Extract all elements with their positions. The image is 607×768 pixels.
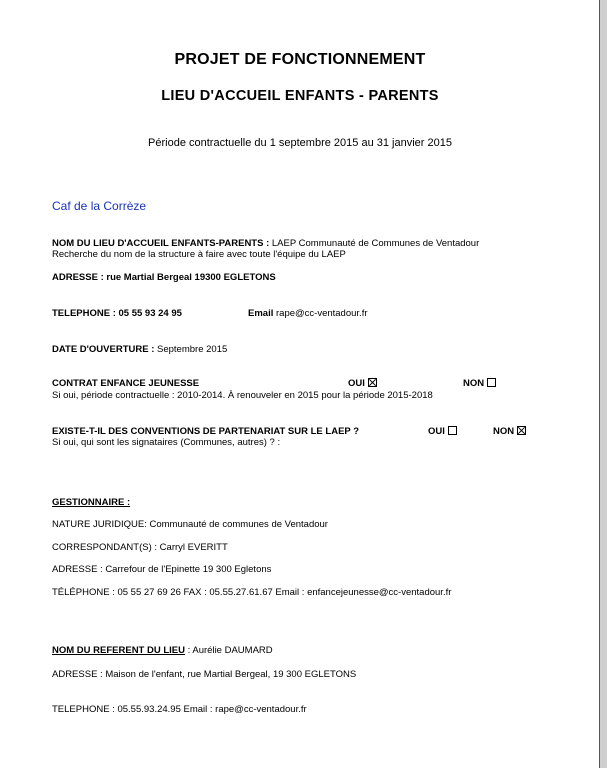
gestionnaire-telephone: TÉLÉPHONE : 05 55 27 69 26 FAX : 05.55.27.61.67 Email : enfancejeunesse@cc-ventadour.fr	[52, 587, 452, 598]
document-subtitle: LIEU D'ACCUEIL ENFANTS - PARENTS	[161, 88, 439, 104]
opening-date-line	[52, 344, 227, 355]
contract-oui-checkbox[interactable]	[368, 378, 377, 387]
lieu-email-line	[248, 308, 368, 319]
referent-line	[52, 645, 273, 656]
lieu-name-line	[52, 238, 479, 249]
contract-period: Période contractuelle du 1 septembre 2015 au 31 janvier 2015	[148, 137, 452, 149]
contract-oui-label: OUI	[348, 378, 365, 389]
conventions-oui-label: OUI	[428, 426, 445, 437]
referent-label: NOM DU REFERENT DU LIEU	[52, 645, 185, 656]
referent-value: : Aurélie DAUMARD	[185, 645, 273, 656]
lieu-address: ADRESSE : rue Martial Bergeal 19300 EGLETONS	[52, 272, 276, 283]
document-title: PROJET DE FONCTIONNEMENT	[174, 51, 426, 68]
contract-oui	[348, 378, 377, 389]
conventions-oui	[428, 426, 457, 437]
conventions-oui-checkbox[interactable]	[448, 426, 457, 435]
contract-non-label: NON	[463, 378, 485, 389]
contract-non	[463, 378, 496, 389]
opening-date-label: DATE D'OUVERTURE :	[52, 344, 155, 355]
referent-address: ADRESSE : Maison de l'enfant, rue Martial Bergeal, 19 300 EGLETONS	[52, 669, 357, 680]
lieu-telephone: TELEPHONE : 05 55 93 24 95	[52, 308, 182, 319]
gestionnaire-heading: GESTIONNAIRE :	[52, 497, 131, 508]
conventions-non	[493, 426, 526, 437]
gestionnaire-correspondant: CORRESPONDANT(S) : Carryl EVERITT	[52, 542, 228, 553]
lieu-email-label: Email	[248, 308, 274, 319]
conventions-non-label: NON	[493, 426, 515, 437]
caf-name: Caf de la Corrèze	[52, 199, 147, 213]
conventions-note: Si oui, qui sont les signataires (Communes, autres) ? :	[52, 437, 281, 448]
opening-date-value: Septembre 2015	[154, 344, 228, 355]
lieu-name-value: LAEP Communauté de Communes de Ventadour	[269, 238, 480, 249]
conventions-label: EXISTE-T-IL DES CONVENTIONS DE PARTENARIAT SUR LE LAEP ?	[52, 426, 360, 437]
contract-non-checkbox[interactable]	[487, 378, 496, 387]
gestionnaire-address: ADRESSE : Carrefour de l'Epinette 19 300 Egletons	[52, 564, 272, 575]
page-margin	[600, 0, 607, 768]
contract-note: Si oui, période contractuelle : 2010-2014. À renouveler en 2015 pour la période 2015-2018	[52, 390, 433, 401]
conventions-non-checkbox[interactable]	[517, 426, 526, 435]
referent-telephone: TELEPHONE : 05.55.93.24.95 Email : rape@cc-ventadour.fr	[52, 704, 307, 715]
contract-label: CONTRAT ENFANCE JEUNESSE	[52, 378, 200, 389]
lieu-name-note: Recherche du nom de la structure à faire avec toute l'équipe du LAEP	[52, 249, 346, 260]
lieu-email-value: rape@cc-ventadour.fr	[273, 308, 368, 319]
gestionnaire-nature: NATURE JURIDIQUE: Communauté de communes de Ventadour	[52, 519, 328, 530]
lieu-name-label: NOM DU LIEU D'ACCUEIL ENFANTS-PARENTS :	[52, 238, 270, 249]
